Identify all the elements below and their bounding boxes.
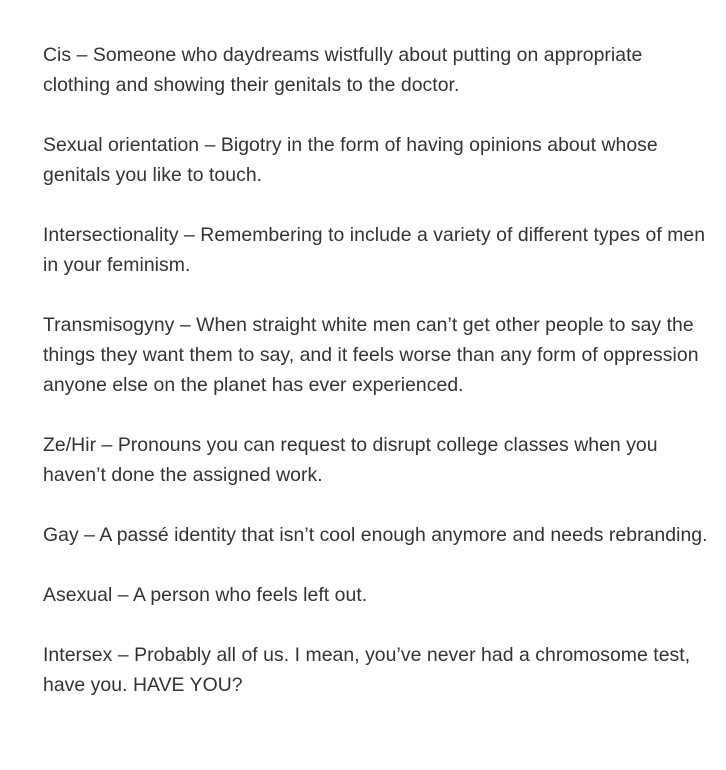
entry-term: Transmisogyny xyxy=(43,314,175,336)
entry-term: Sexual orientation xyxy=(43,134,200,156)
glossary-entry-ze-hir: Ze/Hir – Pronouns you can request to disrupt college classes when you haven’t done the assigned work. xyxy=(43,434,658,486)
entry-definition: Bigotry in the form of having opinions about whose genitals you like to touch. xyxy=(43,134,658,186)
entry-definition: When straight white men can’t get other people to say the things they want them to say, and it feels worse than any form of oppression anyone else on the planet has ever experienced. xyxy=(43,314,699,396)
entry-term: Asexual xyxy=(43,584,113,606)
glossary-entry-intersectionality: Intersectionality – Remembering to include a variety of different types of men in your feminism. xyxy=(43,224,706,276)
entry-definition: Probably all of us. I mean, you’ve never had a chromosome test, have you. HAVE YOU? xyxy=(43,644,691,696)
glossary-entry-intersex: Intersex – Probably all of us. I mean, you’ve never had a chromosome test, have you. HAVE YOU? xyxy=(43,644,691,696)
entry-definition: Someone who daydreams wistfully about putting on appropriate clothing and showing their genitals to the doctor. xyxy=(43,44,643,96)
cut-off-top-line xyxy=(43,0,713,10)
entry-definition: A passé identity that isn’t cool enough anymore and needs rebranding. xyxy=(99,524,708,546)
entry-term: Intersectionality xyxy=(43,224,179,246)
entry-term: Cis xyxy=(43,44,72,66)
entry-definition: A person who feels left out. xyxy=(132,584,368,606)
entry-definition: Remembering to include a variety of different types of men in your feminism. xyxy=(43,224,706,276)
glossary-entry-transmisogyny: Transmisogyny – When straight white men can’t get other people to say the things they want them to say, and it feels worse than any form of oppression anyone else on the planet has ever experienced. xyxy=(43,314,699,396)
article-body xyxy=(43,0,713,700)
glossary-entry-gay: Gay – A passé identity that isn’t cool enough anymore and needs rebranding. xyxy=(43,524,708,546)
glossary-entry-sexual-orientation: Sexual orientation – Bigotry in the form of having opinions about whose genitals you like to touch. xyxy=(43,134,658,186)
entry-definition: Pronouns you can request to disrupt college classes when you haven’t done the assigned work. xyxy=(43,434,658,486)
entry-term: Gay xyxy=(43,524,79,546)
entry-term: Intersex xyxy=(43,644,113,666)
glossary-entry-cis: Cis – Someone who daydreams wistfully about putting on appropriate clothing and showing their genitals to the doctor. xyxy=(43,44,643,96)
entry-term: Ze/Hir xyxy=(43,434,97,456)
glossary-entry-asexual: Asexual – A person who feels left out. xyxy=(43,584,368,606)
